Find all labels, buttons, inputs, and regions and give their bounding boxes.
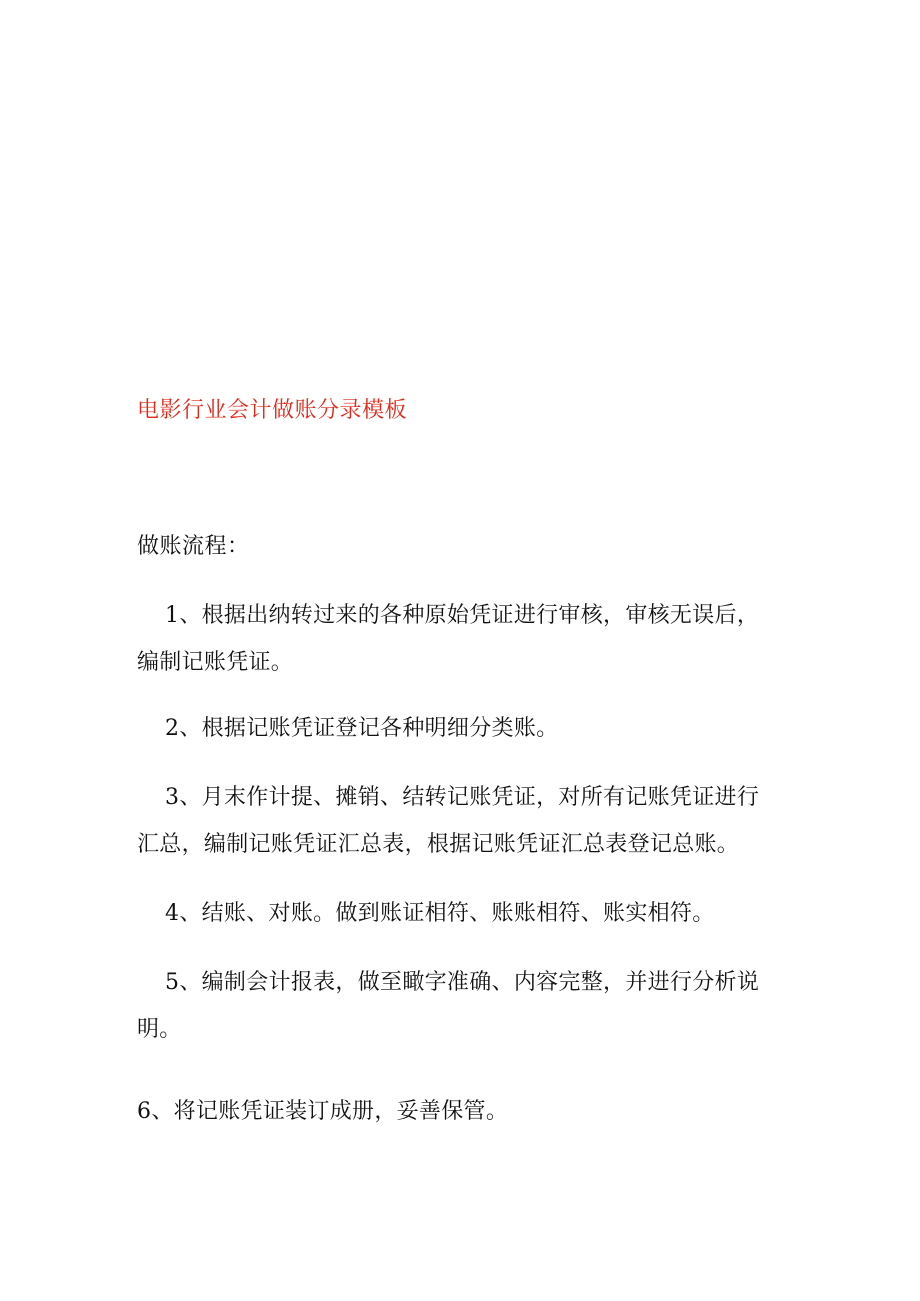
step-3-line-2: 汇总，编制记账凭证汇总表，根据记账凭证汇总表登记总账。 [137,832,740,857]
step-6-line-1 [137,1088,787,1135]
section-heading: 做账流程： [137,534,250,559]
document-title: 电影行业会计做账分录模板 [137,398,408,423]
step-number: 3 [165,785,180,810]
step-text: 、编制会计报表，做至瞰字准确、内容完整，并进行分析说 [179,970,760,995]
step-3-line-1 [137,774,787,821]
step-5 [137,959,787,1053]
step-4-line-1 [137,890,787,937]
step-number: 6 [137,1099,152,1124]
step-3 [137,774,787,868]
step-text: 、根据出纳转过来的各种原始凭证进行审核，审核无误后， [179,603,760,628]
step-1-line-1 [137,592,787,639]
step-4 [137,890,787,937]
step-2 [137,705,787,752]
step-text: 、将记账凭证装订成册，妥善保管。 [151,1099,509,1124]
step-text: 、根据记账凭证登记各种明细分类账。 [179,716,559,741]
step-5-line-1 [137,959,787,1006]
step-1 [137,592,787,686]
step-2-line-1 [137,705,787,752]
step-number: 1 [165,603,180,628]
step-5-line-2: 明。 [137,1017,182,1042]
step-number: 5 [165,970,180,995]
step-1-line-2: 编制记账凭证。 [137,650,294,675]
step-6 [137,1088,787,1135]
step-text: 、月末作计提、摊销、结转记账凭证，对所有记账凭证进行 [179,785,760,810]
step-text: 、结账、对账。做到账证相符、账账相符、账实相符。 [179,901,715,926]
step-number: 4 [165,901,180,926]
step-number: 2 [165,716,180,741]
